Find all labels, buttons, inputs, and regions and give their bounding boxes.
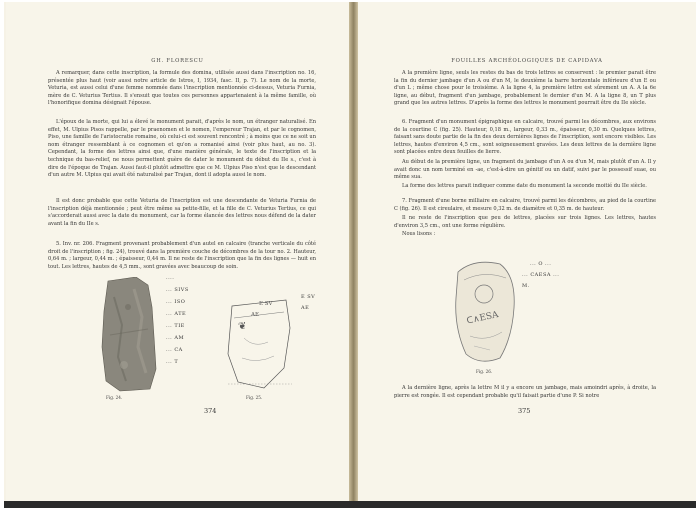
fig-24-caption: Fig. 24. (106, 395, 123, 400)
fig-24-transcription (166, 272, 189, 368)
right-paragraph-2: 6. Fragment d'un monument épigraphique en calcaire, trouvé parmi les décombres, aux environs de la courtine C (fig. 25). Hauteur, 0,18 m., largeur, 0,33 m., épaisseur, 0,30 m. Quelques lettres, faisant sans doute partie de la fin des deux dernières lignes de l'inscription, sont encore visibles. Les lettres, hautes d'environ 4,5 cm., sont soigneusement gravées. Les deux lettres de la dernière ligne sont placées entre deux feuilles de lierre. (394, 119, 656, 156)
right-paragraph-3: Au début de la première ligne, un fragment du jambage d'un A ou d'un M, mais plutôt d'un A. Il y avait donc un nom terminé en -ae, c'est-à-dire un génitif ou un datif, suivi par le possessif suae, ou même sua. (394, 159, 656, 181)
transcription-line: ... CAESA ... (522, 272, 560, 278)
page-number: 375 (518, 407, 531, 415)
fig-25-drawn-letters-2: AE (251, 312, 259, 318)
transcription-line: ... ISO (166, 299, 186, 305)
right-paragraph-1: A la première ligne, seuls les restes du bas de trois lettres se conservent : le premier parait être la fin du dernier jambage d'un A ou d'un M, le deuxième la barre horizontale inférieure d'un E ou d'un L ; même chose pour le troisième. A la ligne 4, la première lettre est sûrement un A. A la 6e ligne, au début, fragment d'un jambage, probablement le dernier d'un M. A la ligne 8, un T plus grand que les autres lettres. D'après la forme des lettres le monument pourrait être du IIe siècle. (394, 70, 656, 107)
scan-bottom-edge (4, 501, 696, 508)
transcription-line: .... (166, 275, 175, 281)
book-gutter (349, 2, 358, 508)
transcription-line: ... CA (166, 347, 183, 353)
left-paragraph-2: L'époux de la morte, qui lui a élevé le monument parait, d'après le nom, un étranger naturalisé. En effet, M. Ulpius Pisos rappelle, par le praenomen et le nomen, l'empereur Trajan, et par le cognomen, Piso, une famille de l'aristocratie romaine, où celui-ci est souvent rencontré ; à moins que ce ne soit un nom étranger ressemblant à ce cognomen et qu'on a romanisé ainsi (voir plus haut, au no. 3). Cependant, la forme des lettres ainsi que, d'une manière générale, le texte de l'inscription et la technique du bas-relief, ne nous permettent guère de dater le monument du début du IIe s., c'est à dire de l'époque de Trajan. Aussi faut-il plutôt admettre que ce M. Ulpius Piso n'est que le descendant d'un autre M. Ulpius qui avait été naturalisé par Trajan, dont il adopta aussi le nom. (48, 119, 316, 179)
transcription-line: AE (301, 305, 310, 311)
left-running-header: GH. FLORESCU (151, 58, 204, 64)
right-page (358, 2, 696, 502)
left-item-5-text: 5. Inv. nr. 206. Fragment provenant probablement d'un autel en calcaire (tranche verticale du côté droit de l'inscription ; fig. 24), trouvé dans la première couche de décombres de la tour no. 2. Hauteur, 0,64 m. ; largeur, 0,44 m. ; épaisseur, 0,44 m. Il ne reste de l'inscription que la fin des lignes — huit en tout. Les lettres, hautes de 4,5 mm., sont gravées avec beaucoup de soin. (48, 241, 316, 270)
fig-26-transcription (522, 259, 559, 292)
page-number: 374 (204, 407, 217, 415)
right-running-header: FOUILLES ARCHÉOLOGIQUES DE CAPIDAVA (451, 58, 603, 64)
transcription-line: E SV (301, 294, 316, 300)
book-spread (4, 2, 696, 508)
left-paragraph-3: Il est donc probable que cette Veturia de l'inscription est une descendante de Veturia Furnia de l'inscription déjà mentionnée ; peut être même sa petite-fille, et la fille de C. Veturius Tertius, ce qui s'accorderait aussi avec la date du monument, car la forme élancée des lettres nous défend de la dater avant la fin du IIe s. (48, 198, 316, 227)
transcription-line: ... TIE (166, 323, 185, 329)
transcription-line: ... T (166, 359, 179, 365)
svg-text:ᑕ∧ESA: ᑕ∧ESA (465, 310, 500, 327)
fig-25-drawn-letters-1: E SV (259, 301, 273, 307)
left-paragraph-1: A remarquer, dans cette inscription, la formule des domina, utilisée aussi dans l'inscription no. 16, présentée plus haut (voir aussi notre article de Istros, I, 1934, fasc. II, p. 7). Le nom de la morte, Veturia, est aussi celui d'une femme nommée dans l'inscription mentionnée ci-dessus, Veturia Furnia, mère de C. Veturius Tertius. Il s'ensuit que toutes ces personnes appartenaient à la même famille, où l'honorifique domina désignait l'épouse. (48, 70, 316, 107)
transcription-line: ... O ... (530, 261, 552, 267)
right-paragraph-4: La forme des lettres parait indiquer comme date du monument la seconde moitié du IIe siècle. (402, 183, 647, 189)
right-closing-paragraph: A la dernière ligne, après la lettre M il y a encore un jambage, mais amoindri après, à droite, la pierre est rongée. Il est cependant probable qu'il faisait partie d'une P. Si notre (394, 385, 656, 399)
right-paragraph-7: Nous lisons : (402, 231, 436, 237)
transcription-line: ... AM (166, 335, 185, 341)
transcription-line: ... SIVS (166, 287, 189, 293)
right-paragraph-6: Il ne reste de l'inscription que peu de lettres, placées sur trois lignes. Les lettres, hautes d'environ 3,5 cm., ont une forme régulière. (394, 215, 656, 229)
fig-25-transcription (301, 292, 315, 314)
fig-26-caption: Fig. 26. (476, 369, 493, 374)
left-page (6, 2, 350, 502)
right-paragraph-5: 7. Fragment d'une borne milliaire en calcaire, trouvé parmi les décombres, au pied de la courtine C (fig. 26). Il est cireulaire, et mesure 0,32 m. de diamètre et 0,35 m. de hauteur. (394, 198, 656, 212)
fig-25-line-drawing (224, 298, 296, 392)
transcription-line: M. (522, 283, 530, 289)
svg-text:❦: ❦ (237, 320, 248, 333)
fig-25-caption: Fig. 25. (246, 395, 263, 400)
transcription-line: ... ATE (166, 311, 187, 317)
fig-24-stone-photo (98, 277, 160, 392)
fig-26-milestone-photo (450, 258, 520, 366)
